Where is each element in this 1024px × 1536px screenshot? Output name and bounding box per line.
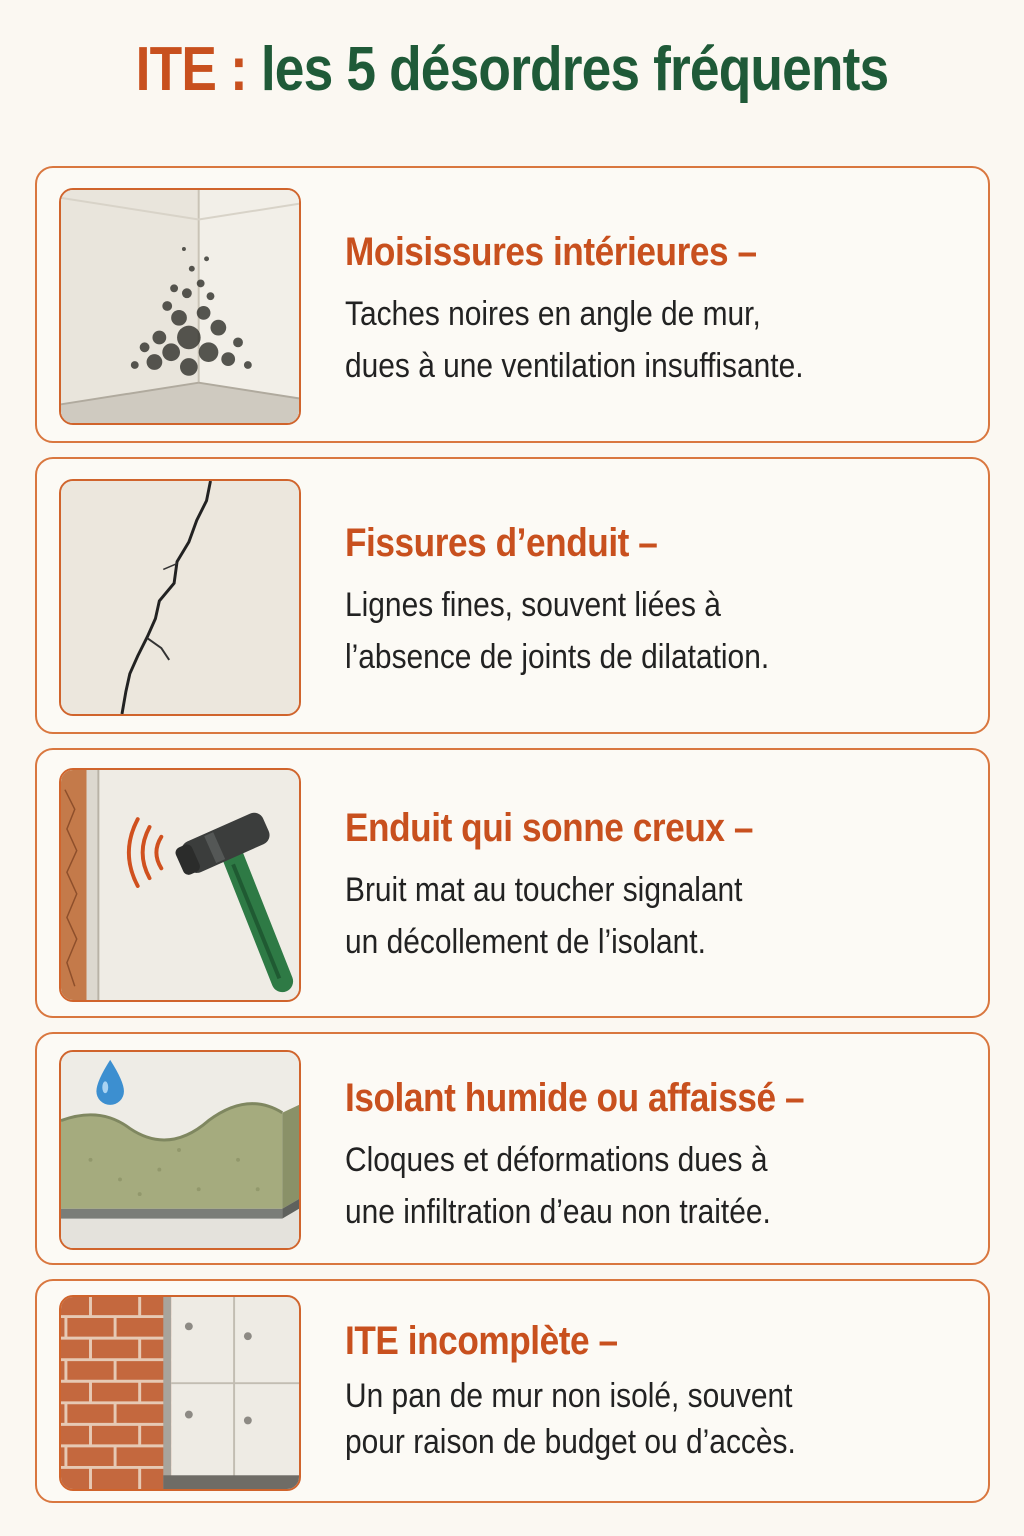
page-title bbox=[72, 30, 953, 110]
description-line: une infiltration d’eau non traitée. bbox=[345, 1193, 771, 1231]
issue-heading: Enduit qui sonne creux – bbox=[345, 806, 753, 850]
issue-description bbox=[345, 1373, 893, 1465]
mold-corner-icon bbox=[59, 188, 301, 425]
crack-wall-icon bbox=[59, 479, 301, 716]
issue-description bbox=[345, 1134, 893, 1238]
issue-card-mold bbox=[35, 166, 990, 443]
description-line: Lignes fines, souvent liées à bbox=[345, 586, 721, 624]
issue-description bbox=[345, 579, 893, 683]
issue-card-wet-insulation bbox=[35, 1032, 990, 1265]
title-main: les 5 désordres fréquents bbox=[260, 35, 889, 104]
description-line: Bruit mat au toucher signalant bbox=[345, 871, 743, 909]
issue-card-cracks bbox=[35, 457, 990, 734]
description-line: Taches noires en angle de mur, bbox=[345, 295, 761, 333]
description-line: un décollement de l’isolant. bbox=[345, 923, 706, 961]
issue-description bbox=[345, 864, 893, 968]
hammer-tap-icon bbox=[59, 768, 301, 1002]
description-line: l’absence de joints de dilatation. bbox=[345, 638, 770, 676]
issue-heading: Isolant humide ou affaissé – bbox=[345, 1076, 805, 1120]
issue-heading: Moisissures intérieures – bbox=[345, 230, 757, 274]
description-line: pour raison de budget ou d’accès. bbox=[345, 1423, 796, 1461]
brick-panel-icon bbox=[59, 1295, 301, 1491]
issue-heading: ITE incomplète – bbox=[345, 1319, 618, 1363]
title-accent: ITE : bbox=[135, 35, 247, 104]
issue-card-hollow bbox=[35, 748, 990, 1018]
wet-insulation-icon bbox=[59, 1050, 301, 1250]
issue-card-incomplete bbox=[35, 1279, 990, 1503]
issue-description bbox=[345, 288, 893, 392]
description-line: dues à une ventilation insuffisante. bbox=[345, 347, 804, 385]
issue-heading: Fissures d’enduit – bbox=[345, 521, 658, 565]
description-line: Un pan de mur non isolé, souvent bbox=[345, 1377, 793, 1415]
description-line: Cloques et déformations dues à bbox=[345, 1141, 768, 1179]
